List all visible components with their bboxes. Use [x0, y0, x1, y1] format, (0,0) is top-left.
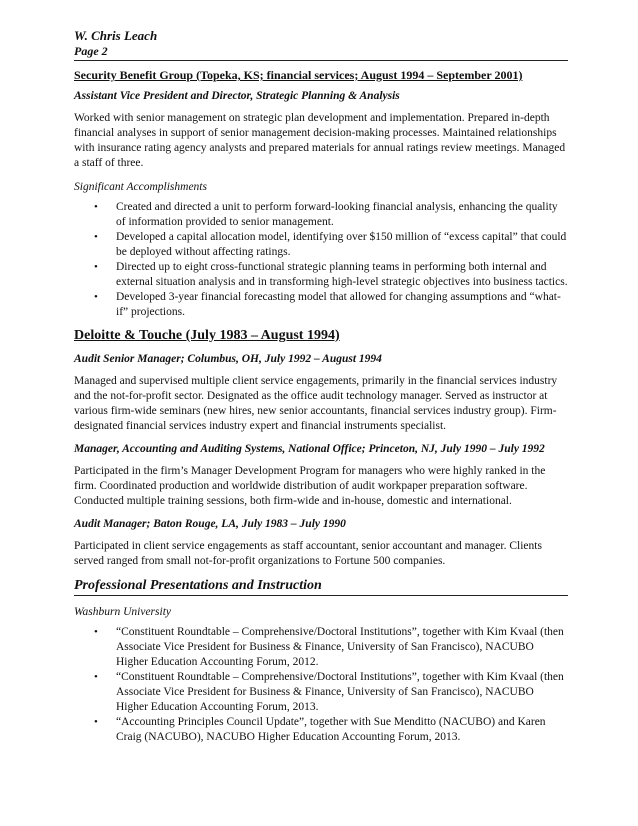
deloitte-role-title: Manager, Accounting and Auditing Systems, National Office; Princeton, NJ, July 1990 – July 1992 [74, 443, 545, 455]
deloitte-role-description: Participated in the firm’s Manager Development Program for managers who were highly ranked in the firm. Coordinated production and worldwide distribution of audit workpaper preparation software. Conducted multiple training sessions, both firm-wide and in-house, domestic and international. [74, 465, 546, 507]
deloitte-heading: Deloitte & Touche (July 1983 – August 1994) [74, 328, 340, 343]
list-item [74, 670, 568, 715]
accomplishment-text: Developed a capital allocation model, identifying over $150 million of “excess capital” that could be deployed without affecting ratings. [116, 231, 567, 258]
presentation-text: “Accounting Principles Council Update”, together with Sue Menditto (NACUBO) and Karen Craig (NACUBO), NACUBO Higher Education Accounting Forum, 2013. [116, 716, 546, 743]
accomplishment-text: Created and directed a unit to perform forward-looking financial analysis, enhancing the quality of information provided to senior management. [116, 201, 558, 228]
deloitte-role-title: Audit Senior Manager; Columbus, OH, July 1992 – August 1994 [74, 353, 382, 365]
list-item [74, 230, 568, 260]
presentations-list [74, 625, 568, 745]
list-item [74, 200, 568, 230]
presentation-text: “Constituent Roundtable – Comprehensive/Doctoral Institutions”, together with Kim Kvaal (then Associate Vice President for Business & Finance, University of San Francisco), NACUBO Higher Education Accounting Forum, 2013. [116, 671, 564, 713]
accomplishments-label: Significant Accomplishments [74, 181, 207, 193]
security-benefit-title: Assistant Vice President and Director, Strategic Planning & Analysis [74, 90, 400, 102]
bullet-icon: • [94, 671, 98, 683]
header-rule [74, 60, 568, 61]
bullet-icon: • [94, 231, 98, 243]
bullet-icon: • [94, 626, 98, 638]
presentations-heading: Professional Presentations and Instruction [74, 578, 322, 593]
list-item [74, 290, 568, 320]
bullet-icon: • [94, 201, 98, 213]
deloitte-role-description: Managed and supervised multiple client service engagements, primarily in the financial services industry and the not-for-profit sector. Designated as the office audit technology manager. Served as instructor at various firm-wide seminars (new hires, new senior accountants, financial services industry group). Firm-designated financial services industry expert and financial instruments specialist. [74, 375, 558, 432]
security-benefit-heading: Security Benefit Group (Topeka, KS; financial services; August 1994 – September 2001) [74, 68, 523, 82]
presentations-institution: Washburn University [74, 606, 172, 618]
deloitte-role-description: Participated in client service engagements as staff accountant, senior accountant and manager. Clients served ranged from small not-for-profit organizations to Fortune 500 companies. [74, 540, 542, 567]
list-item [74, 260, 568, 290]
bullet-icon: • [94, 291, 98, 303]
bullet-icon: • [94, 261, 98, 273]
resume-page [74, 28, 568, 745]
security-benefit-description: Worked with senior management on strategic plan development and implementation. Prepared in-depth financial analyses in support of senior management decision-making processes. Maintained relationships with insurance rating agency analysts and prepared materials for annual ratings review meetings. Managed a staff of three. [74, 112, 566, 169]
list-item [74, 715, 568, 745]
deloitte-role-title: Audit Manager; Baton Rouge, LA, July 1983 – July 1990 [74, 518, 346, 530]
header-page-label: Page 2 [74, 44, 108, 58]
presentation-text: “Constituent Roundtable – Comprehensive/Doctoral Institutions”, together with Kim Kvaal (then Associate Vice President for Business & Finance, University of San Francisco), NACUBO Higher Education Accounting Forum, 2012. [116, 626, 564, 668]
accomplishment-text: Developed 3-year financial forecasting model that allowed for changing assumptions and “what-if” projections. [116, 291, 561, 318]
accomplishments-list [74, 200, 568, 320]
list-item [74, 625, 568, 670]
presentations-rule [74, 595, 568, 596]
header-name: W. Chris Leach [74, 28, 158, 43]
accomplishment-text: Directed up to eight cross-functional strategic planning teams in performing both internal and external situation analysis and in transforming high-level strategic objectives into business tactics. [116, 261, 568, 288]
bullet-icon: • [94, 716, 98, 728]
